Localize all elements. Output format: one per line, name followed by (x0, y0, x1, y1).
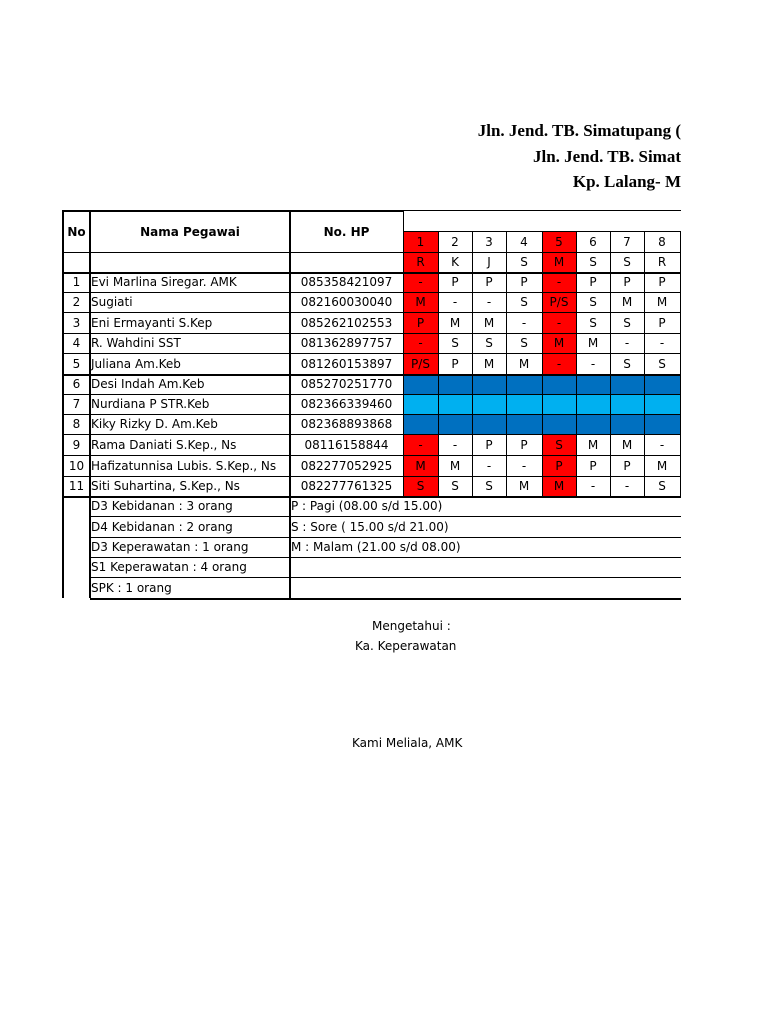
phone-number: 082366339460 (300, 397, 393, 411)
shift-legend (290, 557, 681, 577)
shift-cell (472, 374, 506, 394)
header-no: No (67, 224, 86, 239)
shift-cell: P (658, 275, 666, 289)
gridline-horizontal (63, 333, 681, 334)
shift-cell (610, 374, 644, 394)
day-code: K (451, 255, 459, 269)
row-no: 10 (68, 458, 85, 473)
table-top-border (63, 210, 90, 212)
gridline-horizontal (90, 557, 681, 558)
staff-count: D4 Kebidanan : 2 orang (91, 519, 233, 534)
shift-cell: M (656, 458, 668, 473)
phone-number: 085358421097 (300, 275, 393, 289)
gridline-horizontal (63, 252, 681, 253)
shift-cell: - (542, 272, 576, 292)
shift-cell: - (486, 295, 492, 309)
shift-cell (542, 414, 576, 434)
row-no: 3 (72, 315, 81, 330)
gridline-horizontal (63, 394, 681, 395)
gridline-horizontal (63, 272, 681, 274)
shift-cell: P (451, 275, 459, 289)
shift-cell: - (452, 437, 458, 452)
employee-name: Evi Marlina Siregar. AMK (91, 275, 237, 289)
day-code: S (623, 255, 631, 269)
row-no: 4 (72, 336, 81, 350)
shift-cell: - (542, 353, 576, 374)
header-hp: No. HP (323, 224, 370, 239)
phone-number: 081362897757 (300, 336, 393, 350)
shift-cell (506, 374, 542, 394)
shift-cell: M (587, 437, 599, 452)
shift-cell: M (483, 315, 495, 330)
head-nurse-role: Ka. Keperawatan (355, 639, 457, 653)
gridline-vertical (542, 231, 543, 496)
shift-cell (506, 394, 542, 414)
shift-cell: - (403, 333, 438, 353)
row-no: 7 (72, 397, 81, 411)
shift-cell: - (542, 312, 576, 333)
shift-cell: - (590, 356, 596, 371)
gridline-horizontal (63, 414, 681, 415)
gridline-vertical (89, 210, 91, 598)
employee-name: Eni Ermayanti S.Kep (91, 315, 213, 330)
shift-cell: S (485, 336, 493, 350)
day-code: R (657, 255, 667, 269)
shift-cell: S (658, 356, 666, 371)
row-no: 9 (72, 437, 81, 452)
shift-cell: M (403, 455, 438, 476)
staff-count: D3 Keperawatan : 1 orang (91, 540, 249, 554)
shift-legend: S : Sore ( 15.00 s/d 21.00) (291, 519, 449, 534)
shift-cell: S (520, 295, 528, 309)
row-no: 11 (68, 479, 85, 493)
shift-cell (644, 414, 680, 434)
shift-cell (506, 414, 542, 434)
shift-cell: - (521, 458, 527, 473)
employee-name: Nurdiana P STR.Keb (91, 397, 210, 411)
employee-name: R. Wahdini SST (91, 336, 181, 350)
staff-count: S1 Keperawatan : 4 orang (91, 560, 247, 574)
gridline-vertical (403, 210, 404, 231)
day-number: 4 (520, 234, 528, 249)
shift-cell: P (485, 275, 493, 289)
day-number: 7 (623, 234, 631, 249)
shift-cell: P (485, 437, 493, 452)
table-top-border (290, 210, 403, 212)
phone-number: 082277052925 (300, 458, 393, 473)
gridline-vertical (644, 231, 645, 496)
header-name: Nama Pegawai (140, 224, 240, 239)
shift-cell: P/S (403, 353, 438, 374)
shift-cell: S (542, 434, 576, 455)
gridline-vertical (438, 231, 439, 496)
shift-cell: P (520, 437, 528, 452)
gridline-vertical (289, 210, 291, 598)
phone-number: 085270251770 (300, 377, 393, 391)
shift-cell: - (624, 336, 630, 350)
shift-cell: M (483, 356, 495, 371)
shift-cell (472, 414, 506, 434)
gridline-horizontal (90, 598, 681, 600)
shift-cell (610, 394, 644, 414)
shift-cell (542, 394, 576, 414)
employee-name: Kiky Rizky D. Am.Keb (91, 417, 218, 431)
shift-cell: M (542, 333, 576, 353)
shift-cell: P (451, 356, 459, 371)
phone-number: 085262102553 (300, 315, 393, 330)
gridline-vertical (62, 210, 64, 598)
table-top-border (403, 210, 681, 211)
gridline-vertical (506, 231, 507, 496)
header-line-3: Kp. Lalang- M (572, 172, 681, 191)
shift-cell: - (521, 315, 527, 330)
shift-cell: P (542, 455, 576, 476)
phone-number: 082277761325 (300, 479, 393, 493)
shift-cell: S (589, 295, 597, 309)
phone-number: 081260153897 (300, 356, 393, 371)
staff-count: SPK : 1 orang (91, 580, 172, 595)
shift-legend: P : Pagi (08.00 s/d 15.00) (291, 499, 443, 513)
gridline-horizontal (63, 496, 681, 498)
employee-name: Hafizatunnisa Lubis. S.Kep., Ns (91, 458, 277, 473)
shift-cell: M (621, 437, 633, 452)
shift-cell: - (486, 458, 492, 473)
gridline-horizontal (63, 292, 681, 293)
shift-cell: - (452, 295, 458, 309)
gridline-horizontal (90, 577, 681, 578)
employee-name: Desi Indah Am.Keb (91, 377, 205, 391)
row-no: 2 (72, 295, 81, 309)
day-number: 2 (451, 234, 459, 249)
shift-cell: S (485, 479, 493, 493)
day-number: 6 (589, 234, 597, 249)
gridline-vertical (610, 231, 611, 496)
shift-cell (438, 414, 472, 434)
shift-cell: M (403, 292, 438, 312)
row-no: 1 (72, 275, 81, 289)
day-number: 3 (485, 234, 493, 249)
day-code: S (589, 255, 597, 269)
shift-cell (472, 394, 506, 414)
shift-cell (644, 374, 680, 394)
row-no: 8 (72, 417, 81, 431)
shift-legend: M : Malam (21.00 s/d 08.00) (291, 540, 461, 554)
employee-name: Rama Daniati S.Kep., Ns (91, 437, 237, 452)
employee-name: Siti Suhartina, S.Kep., Ns (91, 479, 240, 493)
phone-number: 082368893868 (300, 417, 393, 431)
shift-cell: - (403, 272, 438, 292)
shift-cell: P (623, 458, 631, 473)
shift-cell: S (623, 315, 631, 330)
shift-cell: P (589, 275, 597, 289)
phone-number: 082160030040 (300, 295, 393, 309)
shift-cell: P (403, 312, 438, 333)
mengetahui-label: Mengetahui : (372, 619, 451, 633)
day-code: J (487, 255, 491, 269)
day-code: R (403, 252, 438, 272)
day-number: 8 (658, 234, 666, 249)
gridline-vertical (403, 231, 404, 496)
gridline-vertical (680, 231, 681, 496)
phone-number: 08116158844 (304, 437, 389, 452)
shift-cell: P (658, 315, 666, 330)
shift-cell: - (590, 479, 596, 493)
shift-cell (576, 394, 610, 414)
shift-cell: P (589, 458, 597, 473)
gridline-horizontal (63, 476, 681, 477)
row-no: 5 (72, 356, 81, 371)
shift-cell: S (403, 476, 438, 496)
shift-cell (610, 414, 644, 434)
shift-cell: M (587, 336, 599, 350)
gridline-horizontal (63, 434, 681, 435)
shift-cell: - (659, 437, 665, 452)
shift-cell: S (589, 315, 597, 330)
shift-cell: P/S (542, 292, 576, 312)
shift-cell: M (656, 295, 668, 309)
employee-name: Juliana Am.Keb (91, 356, 181, 371)
shift-cell: - (403, 434, 438, 455)
shift-cell (438, 374, 472, 394)
shift-cell: M (518, 479, 530, 493)
shift-cell: P (623, 275, 631, 289)
gridline-horizontal (90, 537, 681, 538)
shift-cell (644, 394, 680, 414)
header-line-2: Jln. Jend. TB. Simat (532, 147, 681, 166)
shift-cell: - (659, 336, 665, 350)
gridline-vertical (576, 231, 577, 496)
shift-cell (576, 374, 610, 394)
shift-cell: M (542, 476, 576, 496)
gridline-vertical (472, 231, 473, 496)
shift-cell: S (451, 479, 459, 493)
header-line-1: Jln. Jend. TB. Simatupang ( (477, 121, 681, 140)
shift-cell (542, 374, 576, 394)
signatory-name: Kami Meliala, AMK (352, 736, 463, 750)
shift-cell: M (449, 315, 461, 330)
day-code: M (542, 252, 576, 272)
shift-legend (290, 577, 681, 598)
gridline-horizontal (63, 455, 681, 456)
table-top-border (90, 210, 290, 212)
shift-cell: M (621, 295, 633, 309)
shift-cell (438, 394, 472, 414)
shift-cell (403, 414, 438, 434)
gridline-horizontal (63, 353, 681, 354)
shift-cell: S (451, 336, 459, 350)
gridline-horizontal (90, 516, 681, 517)
staff-count: D3 Kebidanan : 3 orang (91, 499, 233, 513)
day-number: 1 (403, 231, 438, 252)
shift-cell: S (520, 336, 528, 350)
shift-cell: M (518, 356, 530, 371)
gridline-horizontal (63, 312, 681, 313)
shift-cell (576, 414, 610, 434)
shift-cell: - (624, 479, 630, 493)
shift-cell: S (658, 479, 666, 493)
gridline-horizontal (63, 374, 681, 376)
shift-cell: P (520, 275, 528, 289)
shift-cell: M (449, 458, 461, 473)
row-no: 6 (72, 377, 81, 391)
shift-cell: S (623, 356, 631, 371)
shift-cell (403, 394, 438, 414)
employee-name: Sugiati (91, 295, 133, 309)
shift-cell (403, 374, 438, 394)
day-number: 5 (542, 231, 576, 252)
day-code: S (520, 255, 528, 269)
